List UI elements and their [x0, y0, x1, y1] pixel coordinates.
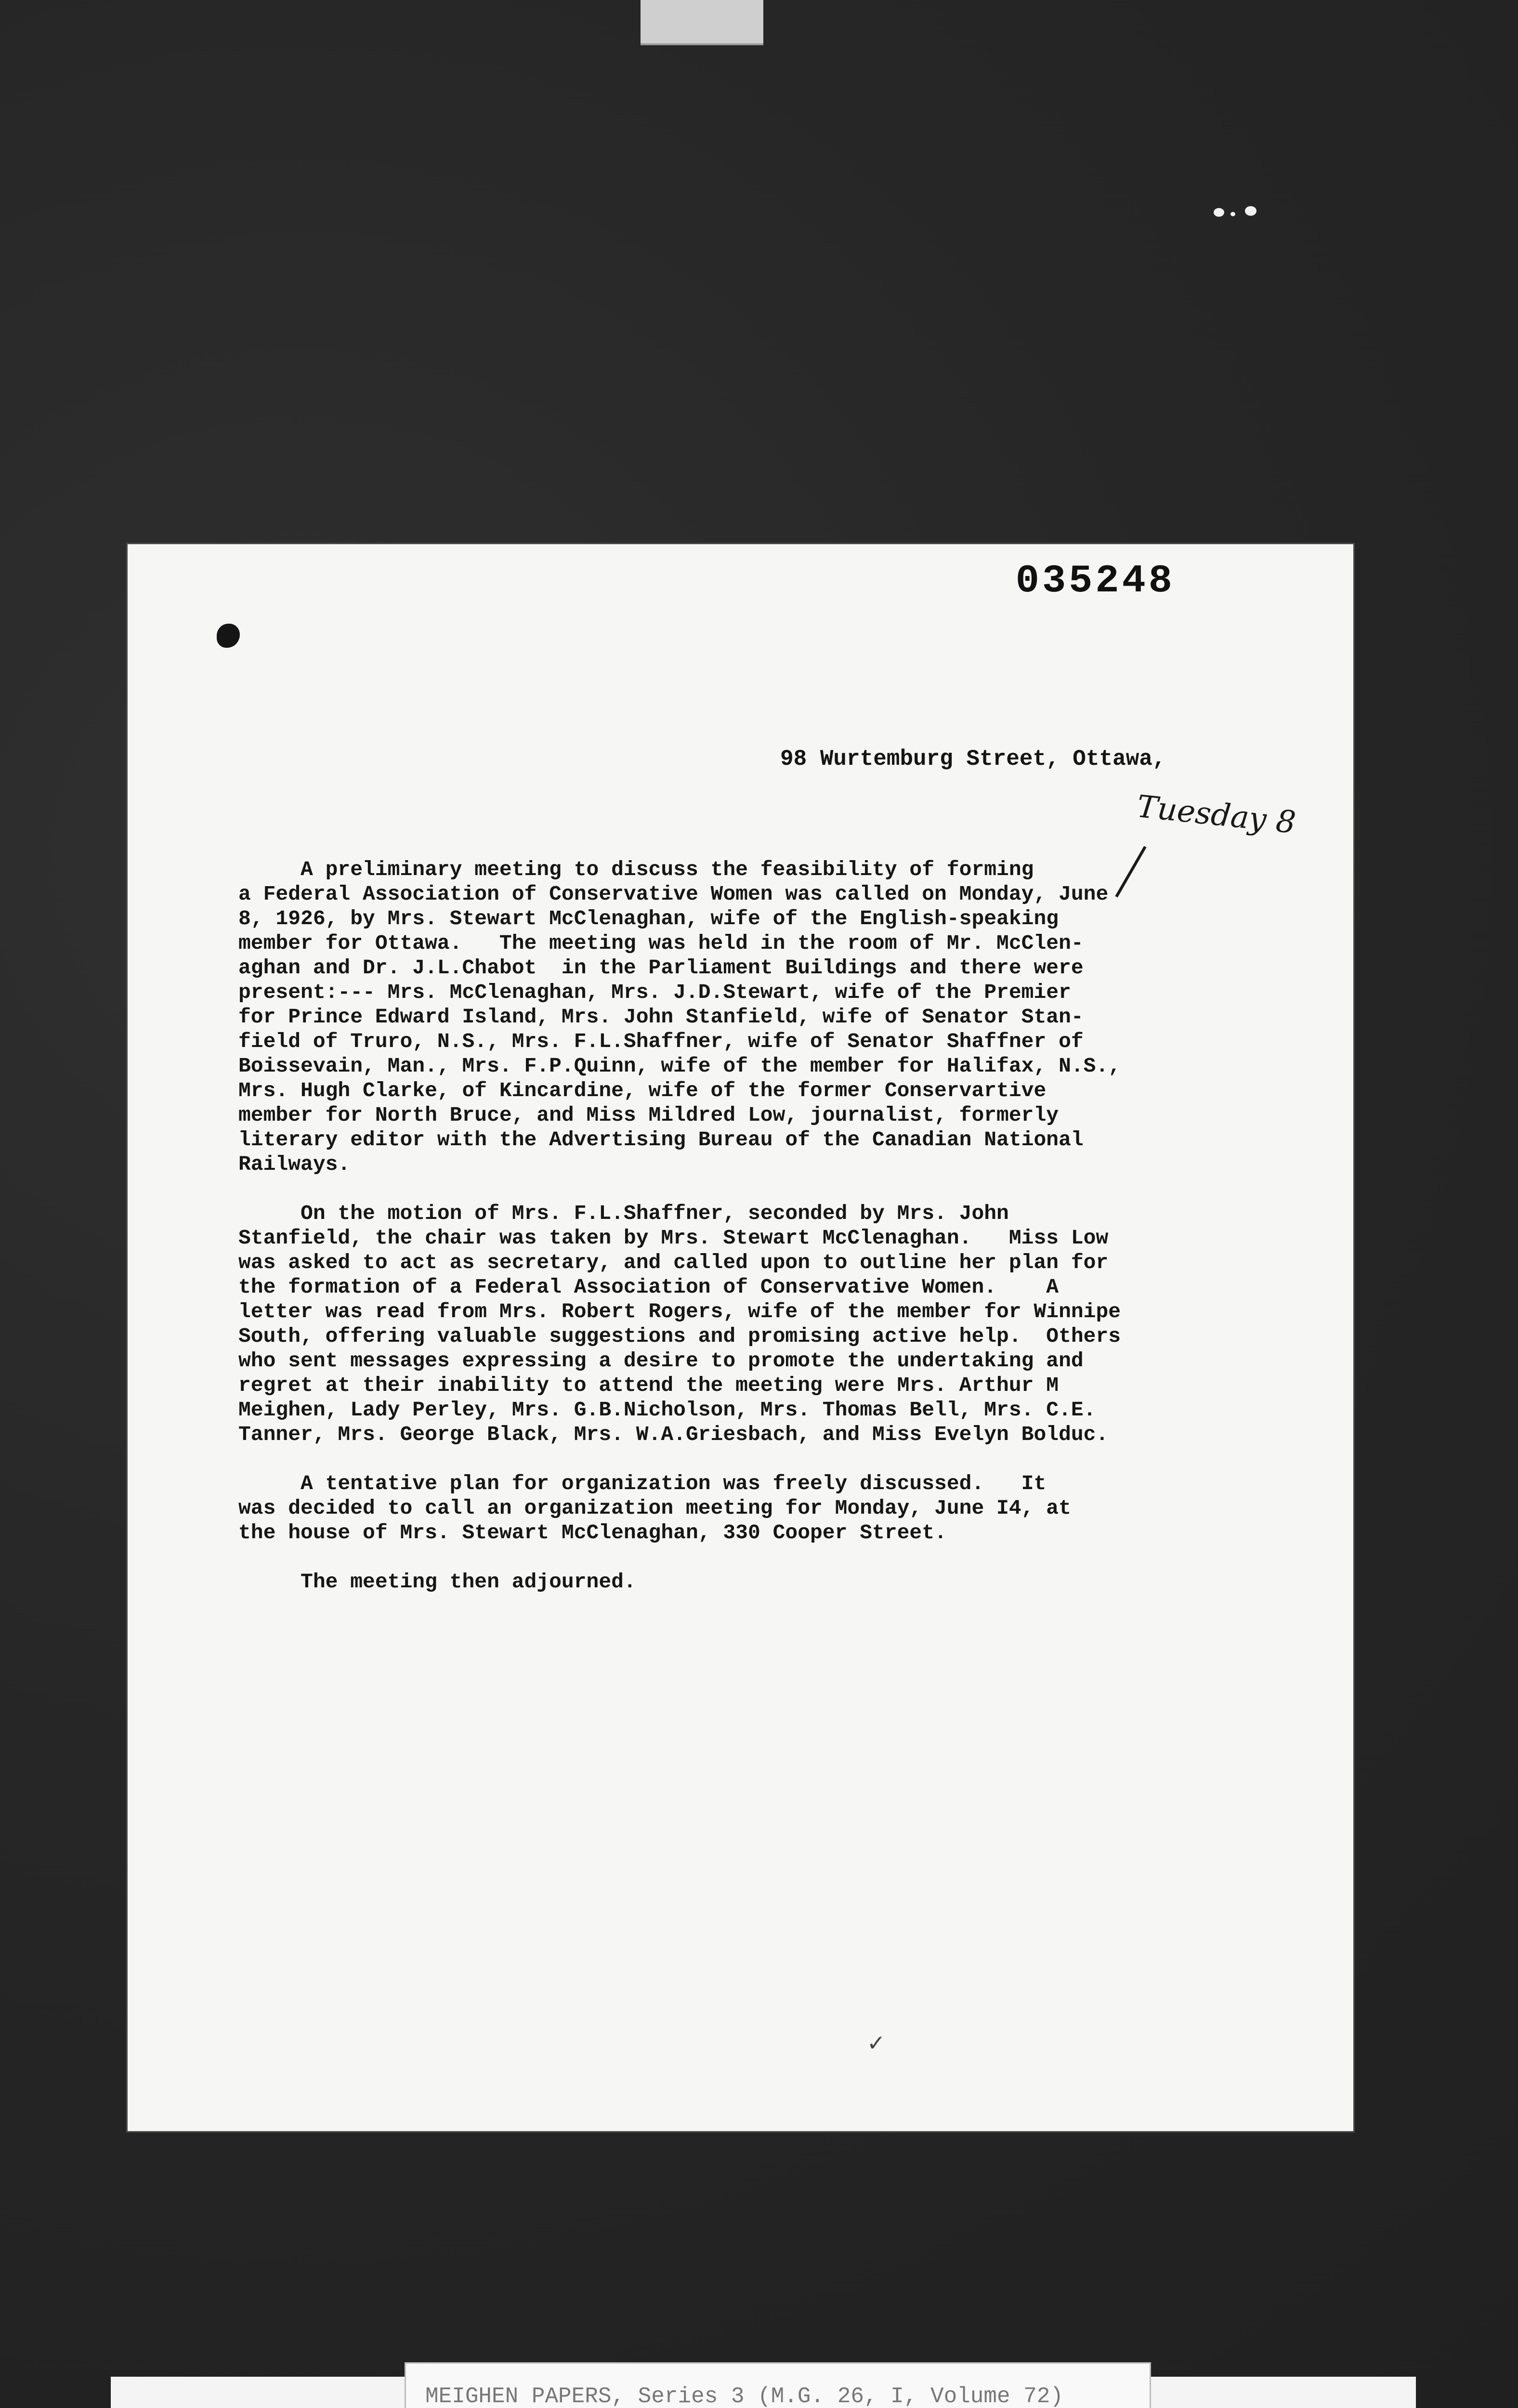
text-line: The meeting then adjourned.	[238, 1570, 636, 1594]
text-line: Mrs. Hugh Clarke, of Kincardine, wife of the former Conservartive	[238, 1079, 1047, 1102]
text-line: A preliminary meeting to discuss the feasibility of forming	[238, 858, 1034, 881]
paragraph-2	[238, 1201, 1322, 1447]
ink-blot	[217, 624, 240, 648]
text-line: regret at their inability to attend the meeting were Mrs. Arthur M	[238, 1374, 1059, 1397]
text-line: Railways.	[238, 1152, 351, 1176]
text-line: was asked to act as secretary, and called upon to outline her plan for	[238, 1251, 1109, 1274]
text-line: aghan and Dr. J.L.Chabot in the Parliament Buildings and there were	[238, 956, 1084, 980]
text-line: member for North Bruce, and Miss Mildred Low, journalist, formerly	[238, 1103, 1059, 1127]
dust-speck	[1245, 206, 1256, 216]
text-line: field of Truro, N.S., Mrs. F.L.Shaffner, wife of Senator Shaffner of	[238, 1030, 1084, 1053]
paragraph-3	[238, 1471, 1322, 1545]
film-clip-strip	[641, 0, 763, 45]
text-line: On the motion of Mrs. F.L.Shaffner, seconded by Mrs. John	[238, 1202, 1009, 1225]
series-reference: MEIGHEN PAPERS, Series 3 (M.G. 26, I, Volume 72)	[425, 2384, 1064, 2408]
paragraph-1	[238, 857, 1322, 1177]
text-line: letter was read from Mrs. Robert Rogers, wife of the member for Winnipe	[238, 1300, 1121, 1323]
text-line: a Federal Association of Conservative Women was called on Monday, June	[238, 882, 1109, 906]
text-line: the house of Mrs. Stewart McClenaghan, 330 Cooper Street.	[238, 1521, 947, 1544]
text-line: member for Ottawa. The meeting was held in the room of Mr. McClen-	[238, 931, 1084, 955]
text-line: A tentative plan for organization was freely discussed. It	[238, 1472, 1047, 1495]
dust-speck	[1214, 208, 1224, 217]
series-tag	[405, 2362, 1151, 2408]
archive-label-card	[111, 2377, 1416, 2408]
check-mark-icon: ✓	[867, 2030, 886, 2056]
text-line: 8, 1926, by Mrs. Stewart McClenaghan, wife of the English-speaking	[238, 907, 1059, 930]
text-line: South, offering valuable suggestions and promising active help. Others	[238, 1324, 1121, 1348]
typed-letter-page	[128, 544, 1353, 2131]
text-line: Tanner, Mrs. George Black, Mrs. W.A.Griesbach, and Miss Evelyn Bolduc.	[238, 1423, 1109, 1446]
text-line: present:--- Mrs. McClenaghan, Mrs. J.D.Stewart, wife of the Premier	[238, 981, 1071, 1004]
document-number: 035248	[1015, 559, 1175, 603]
text-line: the formation of a Federal Association of Conservative Women. A	[238, 1275, 1059, 1299]
letterhead-address: 98 Wurtemburg Street, Ottawa,	[780, 746, 1166, 772]
text-line: Meighen, Lady Perley, Mrs. G.B.Nicholson, Mrs. Thomas Bell, Mrs. C.E.	[238, 1398, 1096, 1422]
paragraph-4	[238, 1570, 1322, 1594]
dust-speck	[1230, 212, 1235, 216]
letter-body	[238, 857, 1322, 1619]
text-line: who sent messages expressing a desire to promote the undertaking and	[238, 1349, 1084, 1373]
text-line: Stanfield, the chair was taken by Mrs. Stewart McClenaghan. Miss Low	[238, 1226, 1109, 1250]
text-line: Boissevain, Man., Mrs. F.P.Quinn, wife of the member for Halifax, N.S.,	[238, 1054, 1121, 1078]
handwritten-annotation: Tuesday 8	[1135, 788, 1297, 841]
text-line: for Prince Edward Island, Mrs. John Stanfield, wife of Senator Stan-	[238, 1005, 1084, 1029]
text-line: was decided to call an organization meeting for Monday, June I4, at	[238, 1496, 1071, 1520]
text-line: literary editor with the Advertising Bureau of the Canadian National	[238, 1128, 1084, 1152]
